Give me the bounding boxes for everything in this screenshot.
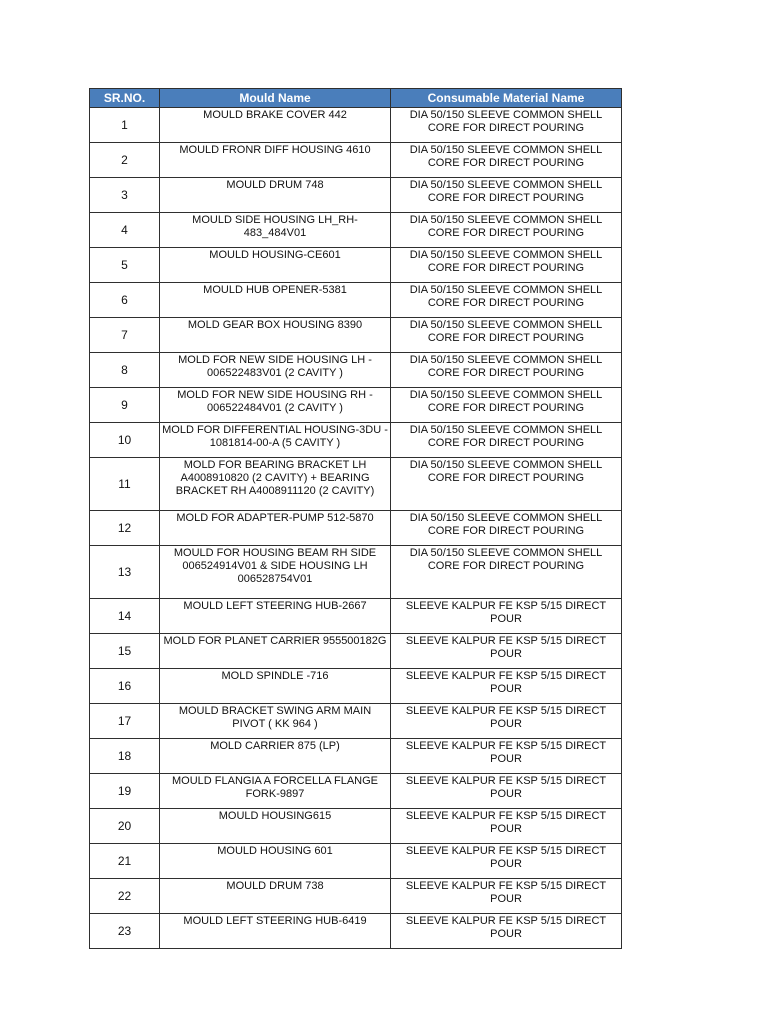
mould-name-text: MOLD FOR NEW SIDE HOUSING LH - 006522483V01 (2 CAVITY ) xyxy=(178,354,372,379)
mould-name-cell[interactable] xyxy=(160,844,391,879)
material-name-text: SLEEVE KALPUR FE KSP 5/15 DIRECT POUR xyxy=(405,600,607,625)
mould-name-text: MOULD BRAKE COVER 442 xyxy=(203,109,347,121)
mould-name-text: MOLD CARRIER 875 (LP) xyxy=(210,740,340,752)
mould-name-text: MOULD LEFT STEERING HUB-2667 xyxy=(183,600,367,612)
table-row xyxy=(90,318,622,353)
sr-no-cell[interactable]: 21 xyxy=(90,844,160,879)
material-name-text: DIA 50/150 SLEEVE COMMON SHELL CORE FOR DIRECT POURING xyxy=(409,109,603,134)
mould-name-text: MOULD FOR HOUSING BEAM RH SIDE 006524914V01 & SIDE HOUSING LH 006528754V01 xyxy=(173,547,377,585)
material-name-text: DIA 50/150 SLEEVE COMMON SHELL CORE FOR DIRECT POURING xyxy=(409,459,603,484)
table-row xyxy=(90,844,622,879)
table-row xyxy=(90,511,622,546)
table-row xyxy=(90,108,622,143)
mould-name-cell[interactable] xyxy=(160,248,391,283)
mould-name-text: MOULD HOUSING 601 xyxy=(217,845,333,857)
table-row xyxy=(90,388,622,423)
material-name-cell[interactable] xyxy=(391,213,622,248)
sr-no-cell[interactable]: 5 xyxy=(90,248,160,283)
mould-name-text: MOLD FOR BEARING BRACKET LH A4008910820 (2 CAVITY) + BEARING BRACKET RH A4008911120 (2 CAVITY) xyxy=(175,459,375,497)
mould-name-text: MOLD FOR NEW SIDE HOUSING RH - 006522484V01 (2 CAVITY ) xyxy=(177,389,373,414)
mould-name-text: MOLD SPINDLE -716 xyxy=(221,670,329,682)
sr-no-cell[interactable]: 1 xyxy=(90,108,160,143)
mould-name-cell[interactable] xyxy=(160,774,391,809)
table-row xyxy=(90,739,622,774)
sr-no-cell[interactable]: 11 xyxy=(90,458,160,511)
sr-no-cell[interactable]: 22 xyxy=(90,879,160,914)
material-name-text: SLEEVE KALPUR FE KSP 5/15 DIRECT POUR xyxy=(405,740,607,765)
material-name-text: DIA 50/150 SLEEVE COMMON SHELL CORE FOR DIRECT POURING xyxy=(409,354,603,379)
material-name-cell[interactable] xyxy=(391,458,622,511)
table-row xyxy=(90,774,622,809)
mould-name-cell[interactable] xyxy=(160,143,391,178)
material-name-cell[interactable] xyxy=(391,599,622,634)
table-row xyxy=(90,879,622,914)
mould-name-cell[interactable] xyxy=(160,458,391,511)
mould-name-text: MOULD HUB OPENER-5381 xyxy=(203,284,347,296)
material-name-text: SLEEVE KALPUR FE KSP 5/15 DIRECT POUR xyxy=(405,845,607,870)
material-name-cell[interactable] xyxy=(391,108,622,143)
table-row xyxy=(90,353,622,388)
material-name-cell[interactable] xyxy=(391,634,622,669)
material-name-cell[interactable] xyxy=(391,423,622,458)
mould-name-cell[interactable] xyxy=(160,739,391,774)
material-name-text: DIA 50/150 SLEEVE COMMON SHELL CORE FOR DIRECT POURING xyxy=(409,214,603,239)
material-name-text: SLEEVE KALPUR FE KSP 5/15 DIRECT POUR xyxy=(405,880,607,905)
table-row xyxy=(90,248,622,283)
material-name-text: DIA 50/150 SLEEVE COMMON SHELL CORE FOR DIRECT POURING xyxy=(409,144,603,169)
sr-no-cell[interactable]: 2 xyxy=(90,143,160,178)
material-name-cell[interactable] xyxy=(391,143,622,178)
table-row xyxy=(90,634,622,669)
material-name-cell[interactable] xyxy=(391,546,622,599)
table-row xyxy=(90,599,622,634)
mould-name-cell[interactable] xyxy=(160,213,391,248)
mould-name-text: MOLD FOR PLANET CARRIER 955500182G xyxy=(163,635,387,647)
mould-material-table xyxy=(89,88,622,949)
material-name-cell[interactable] xyxy=(391,809,622,844)
mould-name-cell[interactable] xyxy=(160,879,391,914)
mould-name-text: MOULD HOUSING-CE601 xyxy=(209,249,341,261)
mould-name-cell[interactable] xyxy=(160,511,391,546)
mould-name-cell[interactable] xyxy=(160,704,391,739)
mould-name-cell[interactable] xyxy=(160,388,391,423)
table-row xyxy=(90,914,622,949)
sr-no-cell[interactable]: 20 xyxy=(90,809,160,844)
mould-name-cell[interactable] xyxy=(160,914,391,949)
header-sr-no[interactable]: SR.NO. xyxy=(90,89,160,108)
mould-name-cell[interactable] xyxy=(160,178,391,213)
sr-no-cell[interactable]: 17 xyxy=(90,704,160,739)
material-name-cell[interactable] xyxy=(391,388,622,423)
sr-no-cell[interactable]: 3 xyxy=(90,178,160,213)
mould-name-text: MOLD GEAR BOX HOUSING 8390 xyxy=(187,319,363,331)
mould-name-text: MOULD BRACKET SWING ARM MAIN PIVOT ( KK 964 ) xyxy=(178,705,372,730)
material-name-text: DIA 50/150 SLEEVE COMMON SHELL CORE FOR DIRECT POURING xyxy=(409,249,603,274)
material-name-cell[interactable] xyxy=(391,844,622,879)
sr-no-cell[interactable]: 12 xyxy=(90,511,160,546)
material-name-text: SLEEVE KALPUR FE KSP 5/15 DIRECT POUR xyxy=(405,670,607,695)
material-name-text: SLEEVE KALPUR FE KSP 5/15 DIRECT POUR xyxy=(405,810,607,835)
material-name-text: SLEEVE KALPUR FE KSP 5/15 DIRECT POUR xyxy=(405,775,607,800)
material-name-text: DIA 50/150 SLEEVE COMMON SHELL CORE FOR DIRECT POURING xyxy=(409,284,603,309)
table-body xyxy=(90,108,622,949)
mould-name-text: MOULD SIDE HOUSING LH_RH-483_484V01 xyxy=(192,214,358,239)
material-name-text: DIA 50/150 SLEEVE COMMON SHELL CORE FOR DIRECT POURING xyxy=(409,512,603,537)
mould-name-cell[interactable] xyxy=(160,108,391,143)
mould-name-cell[interactable] xyxy=(160,599,391,634)
spreadsheet-sheet xyxy=(89,88,621,949)
mould-name-text: MOULD DRUM 748 xyxy=(226,179,324,191)
table-row xyxy=(90,283,622,318)
table-row xyxy=(90,458,622,511)
material-name-cell[interactable] xyxy=(391,914,622,949)
mould-name-text: MOULD HOUSING615 xyxy=(218,810,332,822)
material-name-cell[interactable] xyxy=(391,248,622,283)
sr-no-cell[interactable]: 9 xyxy=(90,388,160,423)
mould-name-cell[interactable] xyxy=(160,423,391,458)
mould-name-text: MOULD FLANGIA A FORCELLA FLANGE FORK-9897 xyxy=(171,775,378,800)
table-row xyxy=(90,423,622,458)
material-name-cell[interactable] xyxy=(391,511,622,546)
material-name-text: DIA 50/150 SLEEVE COMMON SHELL CORE FOR DIRECT POURING xyxy=(409,389,603,414)
table-row xyxy=(90,704,622,739)
header-row xyxy=(90,89,622,108)
material-name-cell[interactable] xyxy=(391,774,622,809)
material-name-text: DIA 50/150 SLEEVE COMMON SHELL CORE FOR DIRECT POURING xyxy=(409,319,603,344)
material-name-text: SLEEVE KALPUR FE KSP 5/15 DIRECT POUR xyxy=(405,915,607,940)
sr-no-cell[interactable]: 19 xyxy=(90,774,160,809)
material-name-cell[interactable] xyxy=(391,669,622,704)
mould-name-cell[interactable] xyxy=(160,283,391,318)
table-row xyxy=(90,809,622,844)
sr-no-cell[interactable]: 13 xyxy=(90,546,160,599)
table-row xyxy=(90,213,622,248)
material-name-cell[interactable] xyxy=(391,353,622,388)
mould-name-text: MOLD FOR DIFFERENTIAL HOUSING-3DU - 1081814-00-A (5 CAVITY ) xyxy=(162,424,388,449)
sr-no-cell[interactable]: 10 xyxy=(90,423,160,458)
material-name-cell[interactable] xyxy=(391,283,622,318)
sr-no-cell[interactable]: 23 xyxy=(90,914,160,949)
material-name-cell[interactable] xyxy=(391,879,622,914)
material-name-cell[interactable] xyxy=(391,318,622,353)
table-row xyxy=(90,669,622,704)
material-name-text: SLEEVE KALPUR FE KSP 5/15 DIRECT POUR xyxy=(405,635,607,660)
material-name-text: DIA 50/150 SLEEVE COMMON SHELL CORE FOR DIRECT POURING xyxy=(409,547,603,572)
mould-name-text: MOULD LEFT STEERING HUB-6419 xyxy=(183,915,367,927)
mould-name-text: MOLD FOR ADAPTER-PUMP 512-5870 xyxy=(176,512,374,524)
sr-no-cell[interactable]: 15 xyxy=(90,634,160,669)
sr-no-cell[interactable]: 4 xyxy=(90,213,160,248)
material-name-text: DIA 50/150 SLEEVE COMMON SHELL CORE FOR DIRECT POURING xyxy=(409,179,603,204)
material-name-text: SLEEVE KALPUR FE KSP 5/15 DIRECT POUR xyxy=(405,705,607,730)
material-name-cell[interactable] xyxy=(391,739,622,774)
sr-no-cell[interactable]: 6 xyxy=(90,283,160,318)
mould-name-cell[interactable] xyxy=(160,353,391,388)
mould-name-cell[interactable] xyxy=(160,809,391,844)
table-row xyxy=(90,143,622,178)
header-mould-name[interactable]: Mould Name xyxy=(160,89,391,108)
material-name-text: DIA 50/150 SLEEVE COMMON SHELL CORE FOR DIRECT POURING xyxy=(409,424,603,449)
material-name-cell[interactable] xyxy=(391,704,622,739)
mould-name-cell[interactable] xyxy=(160,634,391,669)
sr-no-cell[interactable]: 8 xyxy=(90,353,160,388)
mould-name-cell[interactable] xyxy=(160,669,391,704)
table-row xyxy=(90,178,622,213)
sr-no-cell[interactable]: 16 xyxy=(90,669,160,704)
sr-no-cell[interactable]: 14 xyxy=(90,599,160,634)
header-consumable-material-name[interactable]: Consumable Material Name xyxy=(391,89,622,108)
mould-name-text: MOULD FRONR DIFF HOUSING 4610 xyxy=(179,144,371,156)
mould-name-cell[interactable] xyxy=(160,318,391,353)
table-row xyxy=(90,546,622,599)
mould-name-text: MOULD DRUM 738 xyxy=(226,880,324,892)
mould-name-cell[interactable] xyxy=(160,546,391,599)
sr-no-cell[interactable]: 18 xyxy=(90,739,160,774)
sr-no-cell[interactable]: 7 xyxy=(90,318,160,353)
material-name-cell[interactable] xyxy=(391,178,622,213)
